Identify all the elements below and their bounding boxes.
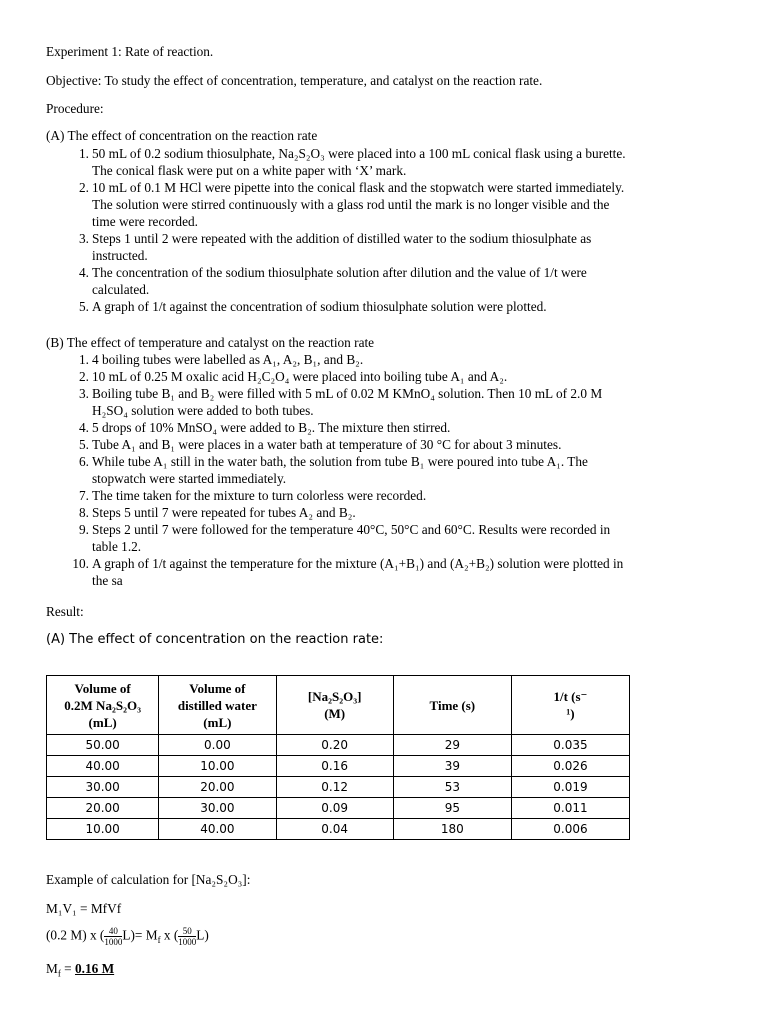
table-cell: 10.00: [159, 756, 276, 777]
step-text-line: The concentration of the sodium thiosulphate solution after dilution and the value of 1/t were: [92, 265, 587, 280]
header-line: ¹): [566, 706, 575, 721]
step-number: 7.: [79, 488, 89, 503]
table-cell: 0.00: [159, 735, 276, 756]
section-b-title: (B) The effect of temperature and catalyst on the reaction rate: [46, 335, 375, 350]
step-number: 4.: [79, 265, 89, 280]
table-cell: 30.00: [159, 798, 276, 819]
table-cell: 0.006: [511, 819, 629, 840]
header-line: Time (s): [429, 697, 476, 713]
answer-sub: f: [57, 968, 61, 979]
step-number: 3.: [79, 231, 89, 246]
col-header-volume-water: [159, 676, 276, 735]
fraction-40-1000: [104, 926, 122, 947]
step-number: 2.: [79, 180, 89, 195]
table-cell: 20.00: [159, 777, 276, 798]
table-body: [47, 735, 630, 840]
step-number: 9.: [79, 522, 89, 537]
header-line: (mL): [203, 714, 232, 730]
fraction-numerator: 50: [182, 926, 192, 936]
table-row: [47, 777, 630, 798]
table-row: [47, 735, 630, 756]
step-text-line: table 1.2.: [92, 539, 142, 554]
table-cell: 53: [393, 777, 511, 798]
step-number: 8.: [79, 505, 89, 520]
step-text-line: Boiling tube B₁ and B₂ were filled with 5 mL of 0.02 M KMnO₄ solution. Then 10 mL of 2.0 M: [92, 386, 603, 401]
fraction-denominator: 1000: [178, 937, 197, 947]
table-cell: 0.035: [511, 735, 629, 756]
answer-value: 0.16 M: [74, 961, 115, 976]
step-number: 1.: [79, 352, 89, 367]
header-line: (mL): [88, 714, 117, 730]
header-line: [Na₂S₂O₃]: [307, 689, 362, 704]
table-cell: 0.026: [511, 756, 629, 777]
result-subtitle: (A) The effect of concentration on the reaction rate:: [46, 632, 384, 647]
objective-text: Objective: To study the effect of concentration, temperature, and catalyst on the reaction rate.: [46, 73, 543, 88]
step-text-line: the sa: [92, 573, 123, 588]
table-cell: 20.00: [47, 798, 159, 819]
calc-example-label: Example of calculation for [Na₂S₂O₃]:: [46, 872, 251, 887]
procedure-heading: Procedure:: [46, 101, 104, 116]
header-line: 0.2M Na₂S₂O₃: [64, 697, 141, 713]
col-header-volume-na2s2o3: [47, 676, 159, 735]
step-text-line: The time taken for the mixture to turn colorless were recorded.: [92, 488, 427, 503]
experiment-title: Experiment 1: Rate of reaction.: [46, 44, 214, 59]
header-line: Volume of: [189, 680, 246, 696]
answer-equals: =: [60, 961, 75, 976]
step-text-line: The conical flask were put on a white paper with ‘X’ mark.: [92, 163, 407, 178]
table-cell: 0.09: [276, 798, 393, 819]
step-text-line: 5 drops of 10% MnSO₄ were added to B₂. The mixture then stirred.: [92, 420, 451, 435]
col-header-inverse-time: [511, 676, 629, 735]
table-header-row: [47, 676, 630, 735]
table-row: [47, 756, 630, 777]
col-header-concentration: [276, 676, 393, 735]
step-text-line: Steps 1 until 2 were repeated with the addition of distilled water to the sodium thiosulphate as: [92, 231, 592, 246]
step-text-line: 10 mL of 0.25 M oxalic acid H₂C₂O₄ were placed into boiling tube A₁ and A₂.: [92, 369, 508, 384]
calc-formula: M₁V₁ = MfVf: [46, 901, 122, 916]
step-text-line: While tube A₁ still in the water bath, the solution from tube B₁ were poured into tube A₁. The: [92, 454, 588, 469]
step-number: 3.: [79, 386, 89, 401]
step-text-line: stopwatch were started immediately.: [92, 471, 287, 486]
table-cell: 10.00: [47, 819, 159, 840]
step-number: 4.: [79, 420, 89, 435]
answer-label: M: [46, 961, 58, 976]
result-heading: Result:: [46, 604, 84, 619]
table-cell: 39: [393, 756, 511, 777]
table-cell: 0.16: [276, 756, 393, 777]
step-text-line: 10 mL of 0.1 M HCl were pipette into the conical flask and the stopwatch were started immediately.: [92, 180, 625, 195]
header-line: Volume of: [74, 680, 131, 696]
table-cell: 0.04: [276, 819, 393, 840]
step-text-line: H₂SO₄ solution were added to both tubes.: [92, 403, 314, 418]
table-cell: 95: [393, 798, 511, 819]
table-cell: 0.011: [511, 798, 629, 819]
calc-equation: [46, 926, 209, 949]
fraction-50-1000: [178, 926, 196, 947]
fraction-denominator: 1000: [104, 937, 123, 947]
step-text-line: 50 mL of 0.2 sodium thiosulphate, Na₂S₂O₃ were placed into a 100 mL conical flask using a burette.: [92, 146, 626, 161]
equation-sub: f: [157, 935, 161, 946]
step-text-line: calculated.: [92, 282, 150, 297]
calc-answer: [46, 960, 114, 983]
step-number: 1.: [79, 146, 89, 161]
table-cell: 30.00: [47, 777, 159, 798]
table-cell: 0.12: [276, 777, 393, 798]
step-text-line: Steps 2 until 7 were followed for the temperature 40°C, 50°C and 60°C. Results were recorded in: [92, 522, 611, 537]
step-text-line: A graph of 1/t against the concentration of sodium thiosulphate solution were plotted.: [92, 299, 547, 314]
equation-end: L): [196, 927, 209, 943]
table-cell: 40.00: [47, 756, 159, 777]
equation-mid2: x (: [160, 927, 179, 943]
table-cell: 0.019: [511, 777, 629, 798]
step-text-line: A graph of 1/t against the temperature for the mixture (A₁+B₁) and (A₂+B₂) solution were plotted in: [92, 556, 624, 571]
step-text-line: instructed.: [92, 248, 148, 263]
concentration-results-table: [46, 675, 630, 840]
table-cell: 50.00: [47, 735, 159, 756]
step-number: 6.: [79, 454, 89, 469]
table-cell: 29: [393, 735, 511, 756]
section-a-title: (A) The effect of concentration on the reaction rate: [46, 128, 318, 143]
step-text-line: The solution were stirred continuously with a glass rod until the mark is no longer visible and the: [92, 197, 610, 212]
step-number: 5.: [79, 437, 89, 452]
step-text-line: Tube A₁ and B₁ were places in a water bath at temperature of 30 °C for about 3 minutes.: [92, 437, 562, 452]
table-row: [47, 798, 630, 819]
table-cell: 180: [393, 819, 511, 840]
equation-mid: L)= M: [122, 927, 158, 943]
equation-left: (0.2 M) x (: [46, 927, 105, 943]
fraction-numerator: 40: [108, 926, 118, 936]
table-cell: 40.00: [159, 819, 276, 840]
step-text-line: time were recorded.: [92, 214, 198, 229]
header-line: (M): [324, 706, 346, 721]
header-line: 1/t (s⁻: [553, 689, 588, 704]
col-header-time: [393, 676, 511, 735]
step-text-line: Steps 5 until 7 were repeated for tubes A₂ and B₂.: [92, 505, 356, 520]
step-number: 5.: [79, 299, 89, 314]
step-number: 2.: [79, 369, 89, 384]
step-text-line: 4 boiling tubes were labelled as A₁, A₂, B₁, and B₂.: [92, 352, 364, 367]
table-cell: 0.20: [276, 735, 393, 756]
table-row: [47, 819, 630, 840]
step-number: 10.: [72, 556, 89, 571]
header-line: distilled water: [177, 697, 257, 713]
